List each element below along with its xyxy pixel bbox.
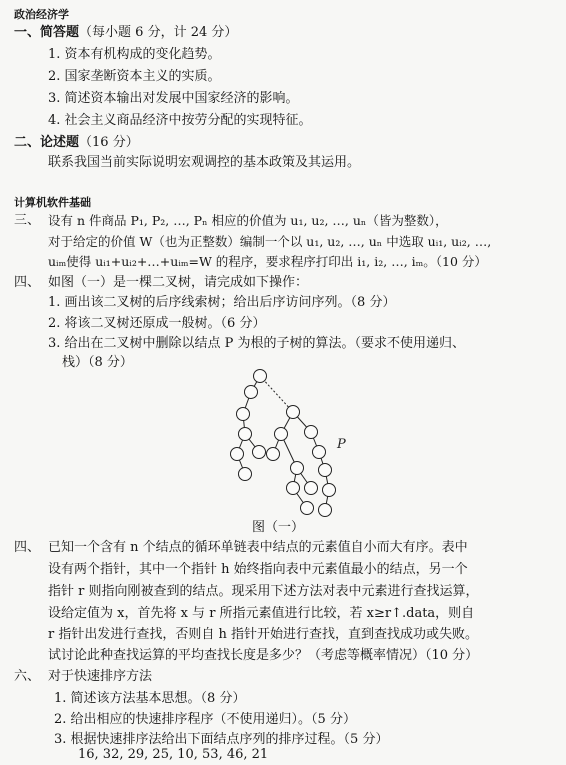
question-6-number: 六、 [14,669,41,684]
question-4-intro: 如图（一）是一棵二叉树，请完成如下操作： [48,275,309,290]
question-3-line: 设有 n 件商品 P₁, P₂, …, Pₙ 相应的价值为 u₁, u₂, …, uₙ（皆为整数）， [48,213,448,228]
question-4-item: 2. 将该二叉树还原成一般树。（6 分） [48,316,266,331]
question-6-item: 2. 给出相应的快速排序程序（不使用递归）。（5 分） [54,712,356,727]
tree-node [239,428,252,441]
section-title-political-economy: 政治经济学 [14,8,69,21]
question-6-item: 3. 根据快速排序法给出下面结点序列的排序过程。（5 分） [54,732,389,747]
question-1-number: 一、 [14,25,41,40]
question-1-score: （每小题 6 分，计 24 分） [79,25,238,40]
question-1-title: 简答题 [40,25,80,40]
binary-tree-figure [215,362,365,522]
question-5-line: 指针 r 则指向刚被查到的结点。现采用下述方法对表中元素进行查找运算， [48,584,479,599]
question-4-item: 1. 画出该二叉树的后序线索树；给出后序访问序列。（8 分） [48,295,396,310]
question-5-number: 四、 [14,540,41,555]
tree-node [267,448,280,461]
sort-sequence: 16, 32, 29, 25, 10, 53, 46, 21 [78,747,269,762]
question-5-line: 已知一个含有 n 个结点的循环单链表中结点的元素值自小而大有序。表中 [48,540,468,555]
tree-node [301,502,314,515]
tree-node [245,386,258,399]
tree-node [287,482,300,495]
tree-node [323,484,336,497]
figure-caption: 图（一） [252,520,305,535]
tree-node [319,464,332,477]
question-3-line: 对于给定的价值 W（也为正整数）编制一个以 u₁, u₂, …, uₙ 中选取 uᵢ₁, uᵢ₂, …, [48,234,492,249]
tree-node [239,468,252,481]
question-2-text: 联系我国当前实际说明宏观调控的基本政策及其运用。 [48,155,361,170]
question-1-item: 4. 社会主义商品经济中按劳分配的实现特征。 [48,113,312,128]
tree-node [231,448,244,461]
tree-node [305,482,318,495]
question-4-number: 四、 [14,275,41,290]
tree-node [254,370,267,383]
question-1-item: 3. 简述资本输出对发展中国家经济的影响。 [48,91,299,106]
question-6-intro: 对于快速排序方法 [48,669,153,684]
question-2-title: 论述题 [40,135,80,150]
section-title-software-basics: 计算机软件基础 [14,196,91,209]
tree-node [275,428,288,441]
question-2-header [14,134,139,151]
tree-node [253,446,266,459]
question-1-header [14,24,237,41]
question-5-line: 设给定值为 x，首先将 x 与 r 所指元素值进行比较，若 x≥r↑.data，则自 [48,606,475,621]
tree-node [287,406,300,419]
question-2-score: （16 分） [79,135,139,150]
node-p-label: P [337,437,346,452]
question-5-line: 试讨论此种查找运算的平均查找长度是多少？（考虑等概率情况）（10 分） [48,648,479,663]
question-2-number: 二、 [14,135,41,150]
tree-node [237,408,250,421]
question-3-number: 三、 [14,213,41,228]
question-6-item: 1. 简述该方法基本思想。（8 分） [54,691,246,706]
tree-node [305,426,318,439]
question-4-item: 3. 给出在二叉树中删除以结点 P 为根的子树的算法。（要求不使用递归、 [48,336,466,351]
question-4-item-continued: 栈）（8 分） [62,355,133,370]
question-1-item: 2. 国家垄断资本主义的实质。 [48,69,221,84]
question-5-line: 设有两个指针，其中一个指针 h 始终指向表中元素值最小的结点，另一个 [48,562,468,577]
question-3-line: uᵢₘ使得 uᵢ₁+uᵢ₂+…+uᵢₘ=W 的程序，要求程序打印出 i₁, i₂, …, iₘ。（10 分） [48,254,487,269]
tree-node [291,462,304,475]
tree-node [313,446,326,459]
question-1-item: 1. 资本有机构成的变化趋势。 [48,47,221,62]
tree-edge-dashed [260,376,293,412]
tree-node [319,504,332,517]
question-5-line: r 指针出发进行查找，否则自 h 指针开始进行查找，直到查找成功或失败。 [48,627,478,642]
